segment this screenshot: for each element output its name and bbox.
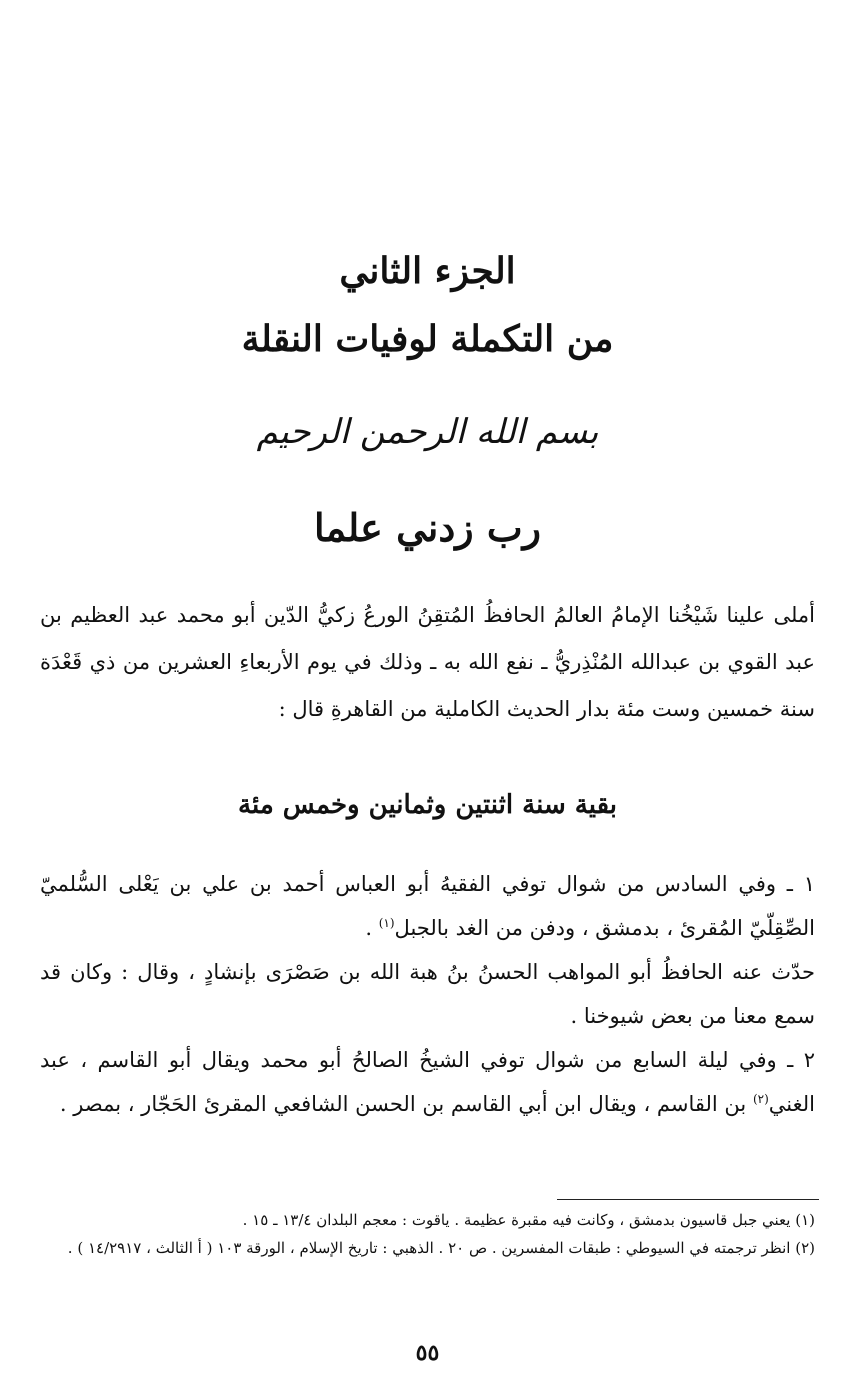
volume-title: الجزء الثاني xyxy=(339,250,516,292)
entry-2 xyxy=(40,1038,815,1126)
entry-2-end: بن القاسم ، ويقال ابن أبي القاسم بن الحسن الشافعي المقرئ الحَجّار ، بمصر . xyxy=(59,1092,753,1116)
footnote-1: (١) يعني جبل قاسيون بدمشق ، وكانت فيه مقبرة عظيمة . ياقوت : معجم البلدان ١٣/٤ ـ ١٥ . xyxy=(242,1211,815,1229)
footnote-ref-2: (٢) xyxy=(752,1092,769,1106)
footnotes xyxy=(40,1206,815,1262)
footnote-ref-1: (١) xyxy=(378,916,395,930)
entry-1-end: . xyxy=(365,916,379,940)
entries xyxy=(40,862,815,1126)
dua-heading: رب زدني علما xyxy=(314,505,541,550)
basmala: بسم الله الرحمن الرحيم xyxy=(256,412,599,452)
footnote-divider xyxy=(557,1199,819,1200)
footnote-2: (٢) انظر ترجمته في السيوطي : طبقات المفسرين . ص ٢٠ . الذهبي : تاريخ الإسلام ، الورقة ١٠٣ ( أ الثالث ، ١٤/٢٩١٧ ) . xyxy=(67,1239,815,1257)
entry-2-text: ٢ ـ وفي ليلة السابع من شوال توفي الشيخُ الصالحُ أبو محمد ويقال أبو القاسم ، عبد الغني xyxy=(40,1048,815,1116)
section-heading: بقية سنة اثنتين وثمانين وخمس مئة xyxy=(238,790,617,820)
entry-1-text: ١ ـ وفي السادس من شوال توفي الفقيهُ أبو العباس أحمد بن علي بن يَعْلى السُّلميّ الصِّقِلّيّ المُقرئ ، بدمشق ، ودفن من الغد بالجبل xyxy=(40,872,815,940)
entry-1-continuation: حدّث عنه الحافظُ أبو المواهب الحسنُ بنُ هبة الله بن صَصْرَى بإنشادٍ ، وقال : وكان قد سمع معنا من بعض شيوخنا . xyxy=(40,960,815,1028)
book-title: من التكملة لوفيات النقلة xyxy=(241,318,614,360)
page-number: ٥٥ xyxy=(415,1340,440,1366)
entry-1 xyxy=(40,862,815,950)
intro-paragraph: أملى علينا شَيْخُنا الإمامُ العالمُ الحافظُ المُتقِنُ الورعُ زكيُّ الدّين أبو محمد عبد العظيم بن عبد القوي بن عبدالله المُنْذِريُّ ـ نفع الله به ـ وذلك في يوم الأربعاءِ العشرين من ذي قَعْدَة سنة خمسين وست مئة بدار الحديث الكاملية من القاهرةِ قال : xyxy=(40,603,815,721)
